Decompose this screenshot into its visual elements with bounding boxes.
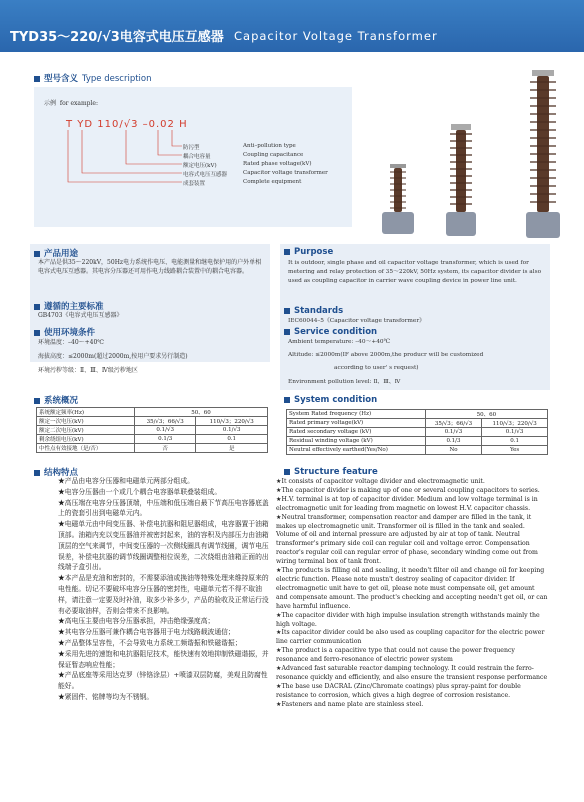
type-desc-heading: 型号含义 Type description xyxy=(34,72,152,84)
structure-cn-heading: 结构特点 xyxy=(34,466,78,478)
list-item: ★The products is filling oil and sealing, it needn't filter oil and change oil for keeping electric function. Please note mustn't destroy sealing of capacitor divider. If electromagnetic unit have to get oil, please note must compensate oil, get amount and compensate amount. The product's checking and accepting needn't get oil, or can have harmful influence. xyxy=(276,567,548,610)
legend-en-3: Rated phase voltage(kV) xyxy=(243,161,312,167)
list-item: ★The product is a capacitive type that could not cause the power frequency resonance and ferro-resonance of electric power system xyxy=(276,647,515,664)
condition-en-heading: Service condition xyxy=(284,327,377,337)
condition-en-line-3: according to user' s request) xyxy=(334,365,419,371)
legend-en-4: Capacitor voltage transformer xyxy=(243,170,328,176)
standard-en-heading: Standards xyxy=(284,306,343,316)
system-en-heading: System condition xyxy=(284,395,377,405)
legend-cn-3: 额定电压(kV) xyxy=(183,163,217,169)
page-title-en: Capacitor Voltage Transformer xyxy=(234,29,438,43)
square-bullet-icon xyxy=(284,469,290,475)
square-bullet-icon xyxy=(34,251,40,257)
list-item: ★采用先进的速饱和电抗器阻尼技术，能快速有效地抑制铁磁谐振，并保证暂态响应性能； xyxy=(58,649,269,669)
square-bullet-icon xyxy=(34,398,40,404)
list-item: ★The capacitor divider with high impulse insulation strength withstands mainly the high voltage. xyxy=(276,611,540,628)
table-row: 中性点有效接地（是/否） 否 是 xyxy=(37,444,268,453)
list-item: ★电容分压器由一个或几个耦合电容器单联叠装组成。 xyxy=(58,487,222,496)
list-item: ★高压端在电容分压器顶端，中压端和低压端自最下节高压电容器底盖上的瓷套引出到电磁单元内。 xyxy=(58,498,269,518)
table-row: Residual winding voltage (kV) 0.1/3 0.1 xyxy=(287,437,548,446)
table-row: 额定二次电压(kV) 0.1/√3 0.1/√3 xyxy=(37,426,268,435)
legend-en-2: Coupling capacitance xyxy=(243,152,304,158)
square-bullet-icon xyxy=(284,397,290,403)
structure-en-list xyxy=(276,478,548,710)
table-row: Neutral effectively earthed(Yes/No) No Yes xyxy=(287,446,548,455)
condition-en-line-2: Altitude: ≤2000m(IF above 2000m,the producr will be customized xyxy=(288,352,484,358)
table-row: 剩余绕组电压(kV) 0.1/3 0.1 xyxy=(37,435,268,444)
table-row: System Rated frequency (Hz) 50、60 xyxy=(287,410,548,419)
condition-cn-line-1: 环境温度：–40～+40℃ xyxy=(38,339,105,346)
list-item: ★Its capacitor divider could be also used as coupling capacitor for the electric power line carrier communication xyxy=(276,629,545,646)
table-row: Rated primary voltage(kV) 35/√3；66/√3 110/√3；220/√3 xyxy=(287,419,548,428)
standard-en-text: IEC60044–5《Capacitor voltage transformer》 xyxy=(288,318,425,324)
model-legend-lines xyxy=(60,128,190,188)
purpose-cn-text: 本产品是供35～220kV，50Hz电力系统作电压、电能测量和继电保护用的户外单相电容式电压互感器。其电容分压器还可用作电力线路耦合装置中的耦合电容器。 xyxy=(38,259,262,275)
table-row: 额定一次电压(kV) 35/√3；66/√3 110/√3；220/√3 xyxy=(37,417,268,426)
table-row: 系统额定频率(Hz) 50、60 xyxy=(37,408,268,417)
product-photo xyxy=(360,68,580,240)
standard-cn-text: GB4703《电容式电压互感器》 xyxy=(38,312,123,319)
condition-cn-heading: 使用环境条件 xyxy=(34,326,95,338)
condition-cn-line-3: 环境污秽等级：Ⅱ、Ⅲ、Ⅳ级污秽地区 xyxy=(38,367,138,374)
transformer-large xyxy=(526,70,560,238)
purpose-en-heading: Purpose xyxy=(284,247,333,257)
square-bullet-icon xyxy=(34,330,40,336)
legend-cn-1: 防污型 xyxy=(183,145,200,151)
transformer-medium xyxy=(446,124,476,236)
system-cn-table xyxy=(36,407,268,453)
square-bullet-icon xyxy=(284,249,290,255)
square-bullet-icon xyxy=(34,304,40,310)
table-row: Rated secondary voltage (kV) 0.1/√3 0.1/√3 xyxy=(287,428,548,437)
square-bullet-icon xyxy=(34,470,40,476)
square-bullet-icon xyxy=(284,308,290,314)
square-bullet-icon xyxy=(284,329,290,335)
list-item: ★It consists of capacitor voltage divider and electromagnetic unit. xyxy=(276,478,485,485)
model-code: T YD 110/√3 –0.02 H xyxy=(66,119,188,130)
example-label: 示例 for example: xyxy=(44,100,98,107)
page-title-cn: TYD35～220/√3电容式电压互感器 xyxy=(10,30,224,45)
purpose-cn-heading: 产品用途 xyxy=(34,247,78,259)
list-item: ★紧固件、铭牌等均为不锈钢。 xyxy=(58,692,154,701)
list-item: ★电磁单元由中间变压器、补偿电抗器和阻尼器组成，电容器置于油箱顶部。油箱内充以变压器油并被密封起来，油的容积及内部压力由油箱顶层的空气来调节，中间变压器的一次侧线圈具有调节线圈，调节电压误差，补偿电抗器的调节线圈调整相位误差，二次绕组由油箱正面的出线端子盒引出。 xyxy=(58,520,269,572)
list-item: ★高电压主要由电容分压器承担，冲击绝缘强度高； xyxy=(58,617,215,626)
header-banner xyxy=(0,0,584,52)
condition-en-line-1: Ambient temperature: –40～+40℃ xyxy=(288,339,391,345)
list-item: ★H.V. terminal is at top of capacitor divider. Medium and low voltage terminal is in electromagnetic unit for leading from magnetic on lowest H.V. capacitor chassis. xyxy=(276,495,538,512)
structure-en-heading: Structure feature xyxy=(284,467,378,477)
condition-en-line-4: Environment pollution level: Ⅱ、Ⅲ、Ⅳ xyxy=(288,379,401,385)
list-item: ★Advanced fast saturable reactor damping technology. It could restrain the ferro-resonance quickly and efficiently, and also ensure the transient response performance xyxy=(276,665,548,681)
legend-cn-4: 电容式电压互感器 xyxy=(183,172,228,178)
transformer-small xyxy=(390,164,406,212)
list-item: ★The capacitor divider is making up of one or several coupling capacitors to series. xyxy=(276,486,540,494)
list-item: ★产品底座等采用达克罗（锌铬涂层）+喷漆双层防腐，美观且防腐性能好。 xyxy=(58,671,268,691)
list-item: ★Fasteners and name plate are stainless steel. xyxy=(276,700,424,708)
legend-en-5: Complete equipment xyxy=(243,179,302,185)
system-en-table xyxy=(286,409,548,455)
legend-en-1: Anti–pollution type xyxy=(243,143,296,149)
purpose-en-text: It is outdoor, single phase and oil capacitor voltage transformer, which is used for metering and relay protection of 35～220kV, 50Hz system, its capacitor divider is also used as coupling capacitor in carrier wave coupling device in power line unit. xyxy=(288,260,542,284)
list-item: ★本产品是充油和密封的，不需要添油或换油等特殊处理来维持原来的电性能。切记不要破坏电容分压器的密封性，电磁单元若不得不取油样，请注意一定要及时补油，取多少补多少，产品的验收及正常运行没有必要取油样，否则会带来不良影响。 xyxy=(58,574,269,615)
list-item: ★产品整体呈容性，不会导致电力系统工频谐振和铁磁谐振； xyxy=(58,638,242,647)
list-item: ★其电容分压器可兼作耦合电容器用于电力线路载波通信； xyxy=(58,628,235,637)
condition-cn-line-2: 海拔高度：≤2000m(超过2000m,按用户要求另行制造) xyxy=(38,353,188,360)
list-item: ★Neutral transformer, compensation reactor and damper are filled in the tank, it makes up electromagnetic unit. Transformer oil is filled in the tank and sealed. Volume of oil and internal pressure are adjusted by air at top of tank. Neutral transformer's primary side coil can regular coil and voltage error. Compensation reactor's regular coil can regular error of phase, secondary winding come out from wiring terminal box of tank front. xyxy=(276,513,538,566)
list-item: ★The base use DACRAL (Zinc/Chromate coatings) plus spray-paint for double resistance to corrosion, which gives a high degree of corrosion resistance. xyxy=(276,682,521,699)
list-item: ★产品由电容分压器和电磁单元两部分组成。 xyxy=(58,477,194,485)
structure-cn-list xyxy=(58,476,272,703)
legend-cn-5: 成套装置 xyxy=(183,181,206,187)
system-cn-heading: 系统概况 xyxy=(34,394,78,406)
square-bullet-icon xyxy=(34,76,40,82)
standard-cn-heading: 遵循的主要标准 xyxy=(34,300,104,312)
legend-cn-2: 耦合电容量 xyxy=(183,154,211,160)
